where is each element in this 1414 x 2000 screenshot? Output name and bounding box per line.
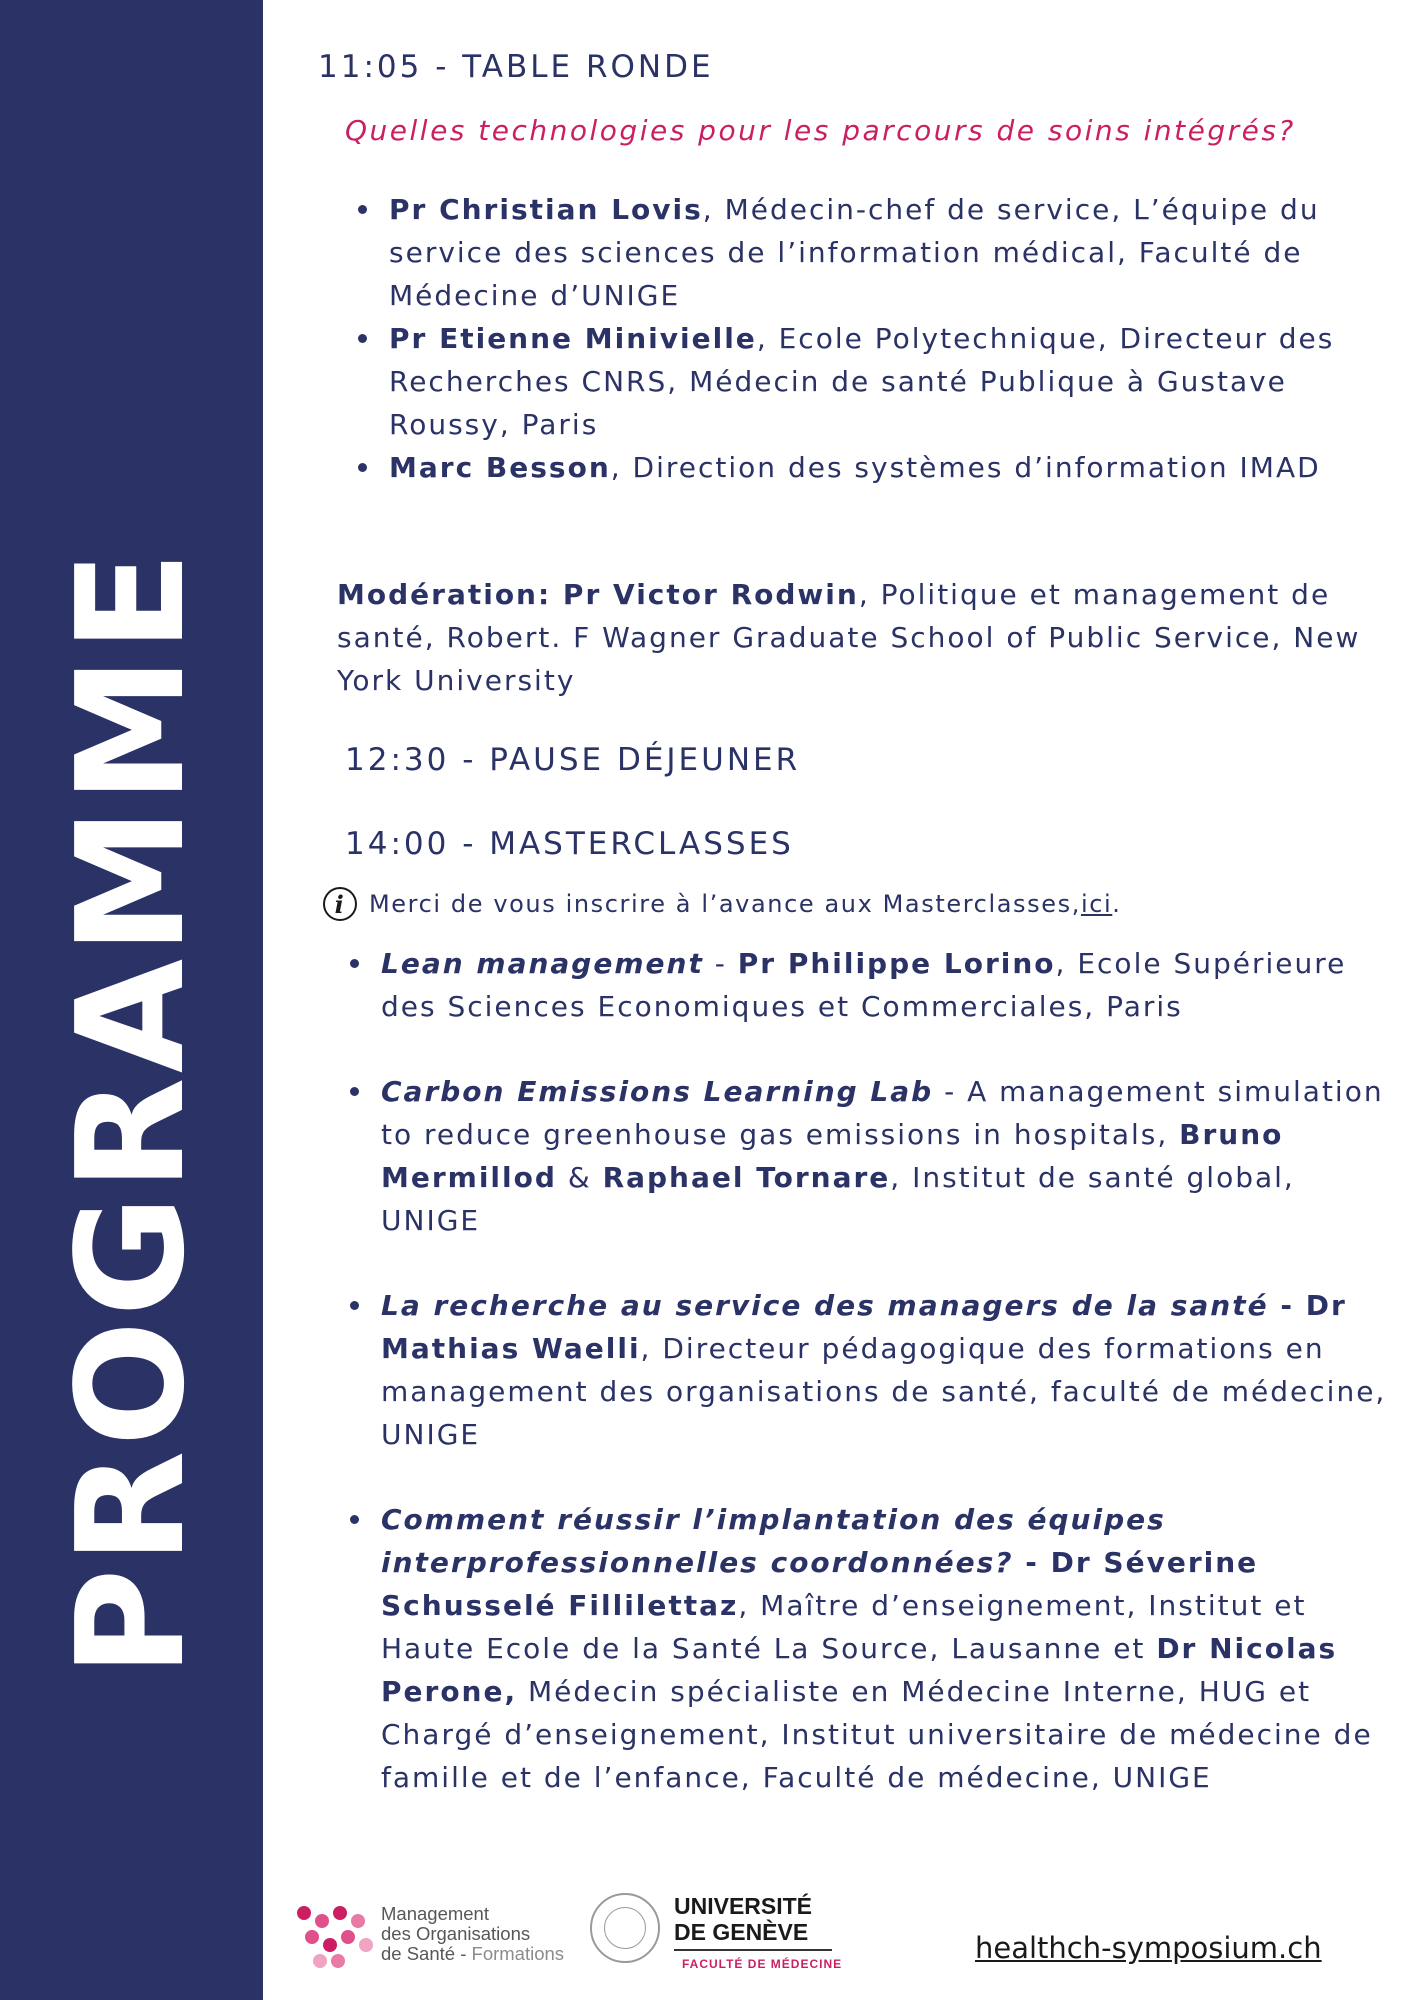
- mos-line-part: Formations: [471, 1943, 565, 1964]
- list-item: [389, 188, 1389, 317]
- registration-note: [323, 887, 1122, 921]
- unige-logo-text: [660, 1893, 842, 1971]
- unige-divider: [674, 1949, 832, 1951]
- panelist-name: Pr Etienne Minivielle: [389, 322, 757, 355]
- masterclass-speaker: Dr Nicolas Perone,: [381, 1632, 1338, 1708]
- mos-line-part: de Santé -: [381, 1943, 472, 1964]
- moderation: [337, 573, 1367, 702]
- masterclass-details: , Ecole Supérieure des Sciences Economiques et Commerciales, Paris: [381, 947, 1347, 1023]
- masterclass-title: Lean management: [381, 947, 704, 980]
- table-ronde-heading: 11:05 - TABLE RONDE: [318, 49, 714, 85]
- mos-dots-icon: [295, 1900, 375, 1970]
- list-item: [389, 446, 1389, 489]
- masterclass-speaker: Raphael Tornare: [602, 1161, 891, 1194]
- panelist-name: Marc Besson: [389, 451, 611, 484]
- unige-faculty: FACULTÉ DE MÉDECINE: [682, 1956, 843, 1971]
- masterclass-title: Carbon Emissions Learning Lab: [381, 1075, 934, 1108]
- mos-line: [381, 1944, 564, 1964]
- masterclass-details: , Directeur pédagogique des formations en management des organisations de santé, faculté de médecine, UNIGE: [381, 1332, 1387, 1451]
- masterclass-sep: -: [703, 947, 738, 980]
- masterclass-list: [381, 942, 1391, 1841]
- panelist-name: Pr Christian Lovis: [389, 193, 703, 226]
- panelist-details: , Direction des systèmes d’information IMAD: [610, 451, 1321, 484]
- mos-logo: [295, 1900, 564, 1970]
- moderation-details: , Politique et management de santé, Robert. F Wagner Graduate School of Public Service, New York University: [337, 578, 1361, 697]
- unige-logo: [590, 1893, 842, 1971]
- info-icon: i: [323, 887, 357, 921]
- unige-seal-icon: [590, 1893, 660, 1963]
- masterclass-details: , Maître d’enseignement, Institut et Haute Ecole de la Santé La Source, Lausanne et: [381, 1589, 1307, 1665]
- masterclass-details: Médecin spécialiste en Médecine Interne, HUG et Chargé d’enseignement, Institut universitaire de médecine de famille et de l’enfance, Faculté de médecine, UNIGE: [381, 1675, 1373, 1794]
- panelist-details: , Médecin-chef de service, L’équipe du service des sciences de l’information médical, Faculté de Médecine d’UNIGE: [389, 193, 1320, 312]
- registration-end: .: [1112, 890, 1122, 918]
- registration-text: Merci de vous inscrire à l’avance aux Masterclasses,: [369, 890, 1081, 918]
- moderation-label: Modération: Pr Victor Rodwin: [337, 578, 859, 611]
- mos-line: des Organisations: [381, 1923, 531, 1944]
- registration-link[interactable]: ici: [1080, 890, 1113, 918]
- list-item: [381, 1070, 1391, 1242]
- pause-heading: 12:30 - PAUSE DÉJEUNER: [345, 742, 801, 778]
- masterclass-details: , Institut de santé global, UNIGE: [381, 1161, 1295, 1237]
- table-ronde-question: Quelles technologies pour les parcours de soins intégrés?: [345, 114, 1296, 147]
- sidebar-title: PROGRAMME: [45, 547, 217, 1677]
- list-item: [381, 1498, 1391, 1799]
- masterclass-speaker: - Dr Séverine Schusselé Fillilettaz: [381, 1546, 1259, 1622]
- masterclass-description: - A management simulation to reduce greenhouse gas emissions in hospitals,: [381, 1075, 1384, 1151]
- mos-logo-text: [381, 1904, 564, 1964]
- masterclass-speaker: - Dr Mathias Waelli: [381, 1289, 1347, 1365]
- panelist-details: , Ecole Polytechnique, Directeur des Recherches CNRS, Médecin de santé Publique à Gustave Roussy, Paris: [389, 322, 1335, 441]
- list-item: [381, 942, 1391, 1028]
- panelist-list: [389, 188, 1389, 489]
- website-link[interactable]: healthch-symposium.ch: [975, 1931, 1322, 1965]
- masterclass-speaker: Bruno Mermillod: [381, 1118, 1284, 1194]
- masterclass-title: La recherche au service des managers de la santé: [381, 1289, 1269, 1322]
- masterclass-speaker: Pr Philippe Lorino: [737, 947, 1056, 980]
- masterclass-sep: &: [556, 1161, 603, 1194]
- unige-line: UNIVERSITÉ: [674, 1893, 813, 1919]
- list-item: [389, 317, 1389, 446]
- masterclasses-heading: 14:00 - MASTERCLASSES: [345, 826, 794, 862]
- masterclass-title: Comment réussir l’implantation des équipes interprofessionnelles coordonnées?: [381, 1503, 1166, 1579]
- mos-line: Management: [381, 1903, 489, 1924]
- list-item: [381, 1284, 1391, 1456]
- unige-line: DE GENÈVE: [674, 1919, 809, 1945]
